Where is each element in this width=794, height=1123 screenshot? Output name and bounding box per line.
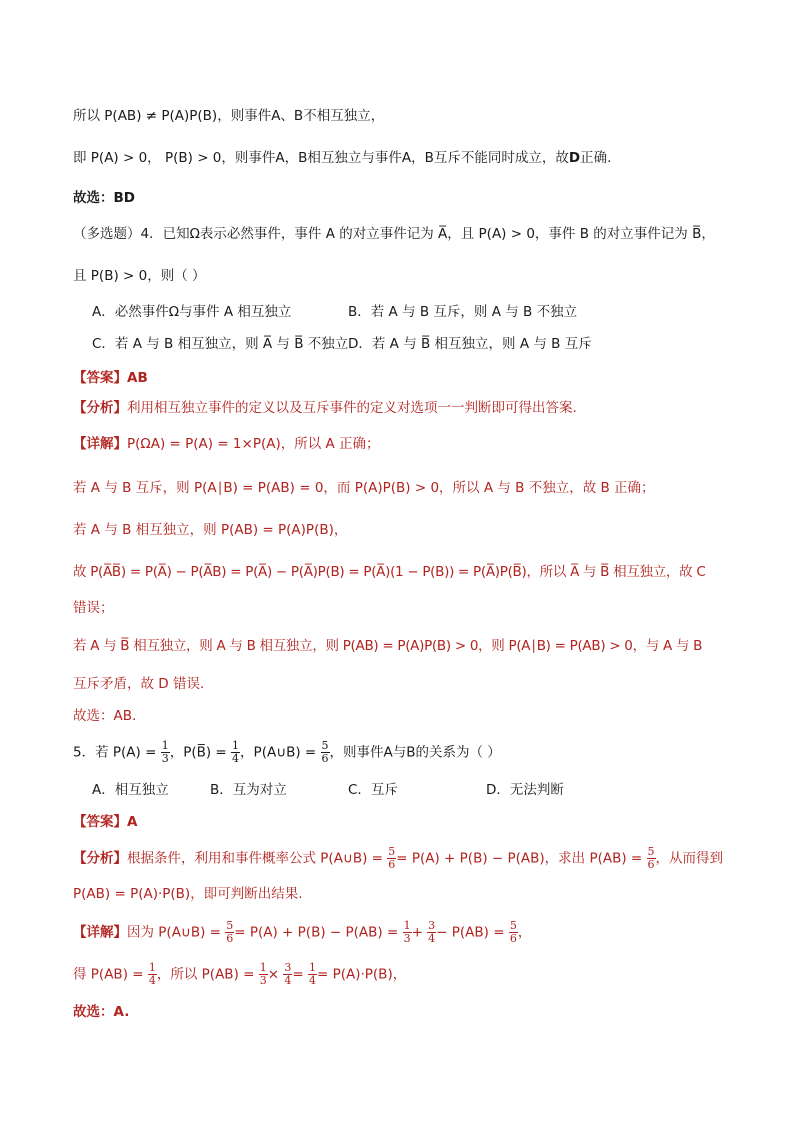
fraction-denominator: 3 [161,752,169,765]
text-span: D [568,150,581,166]
analysis-text: 利用相互独立事件的定义以及互斥事件的定义对选项一一判断即可得出答案. [127,400,577,416]
detail-text: = P(A) + P(B) − P(AB) = [234,924,399,941]
fraction-numerator: 1 [161,739,169,752]
detail-text: 得 P(AB) = [73,966,144,983]
option-d: D．若 A 与 B̅ 相互独立，则 A 与 B 互斥 [348,336,592,352]
fraction [259,962,268,987]
fraction-denominator: 4 [284,974,292,987]
fraction [225,920,234,945]
fraction [427,920,436,945]
fraction-denominator: 4 [428,932,436,945]
question-5-stem [73,740,501,765]
fraction-numerator: 3 [428,919,436,932]
detail-line: 错误； [73,600,114,616]
fraction-denominator: 6 [388,858,396,871]
fraction [509,920,518,945]
detail-line: 故选：AB. [73,708,137,724]
detail-text: = [292,966,304,983]
answer-tag: 【答案】 [73,370,127,386]
q5-text: ，P(A∪B) = [240,744,317,761]
fraction-denominator: 3 [259,974,267,987]
detail-text: ，所以 P(AB) = [156,966,255,983]
q5-text: ，P(B̅) = [169,744,227,761]
fraction-numerator: 1 [232,739,240,752]
fraction-numerator: 1 [148,961,156,974]
detail-text: + [411,924,423,941]
text-span: 即 P(A) > 0， P(B) > 0，则事件A，B相互独立与事件A，B互斥不能同时成立，故 [73,150,569,166]
final-answer: 故选：A. [73,1004,130,1020]
analysis-text: 根据条件，利用和事件概率公式 P(A∪B) = [127,850,383,867]
option-a: A．相互独立 [92,782,169,798]
question-4-stem: （多选题）4．已知Ω表示必然事件，事件 A 的对立事件记为 A̅，且 P(A) > 0，事件 B 的对立事件记为 B̅， [73,226,715,242]
detail-line: 若 A 与 B̅ 相互独立，则 A 与 B 相互独立，则 P(AB) = P(A)P(B) > 0，则 P(A∣B) = P(AB) > 0，与 A 与 B [73,638,703,654]
detail-tag: 【详解】 [73,436,127,452]
detail-line: 若 A 与 B 互斥，则 P(A∣B) = P(AB) = 0，而 P(A)P(B) > 0，所以 A 与 B 不独立，故 B 正确； [73,480,655,496]
analysis-tag: 【分析】 [73,400,127,416]
detail-text: ， [517,924,532,941]
detail-tag: 【详解】 [73,924,127,941]
fraction [231,740,240,765]
text-line: 故选：BD [73,190,135,206]
answer-line [73,812,137,832]
fraction [321,740,330,765]
option-c: C．互斥 [348,782,398,798]
fraction-numerator: 5 [388,845,396,858]
q5-text: 5．若 P(A) = [73,744,157,761]
question-4-stem: 且 P(B) > 0，则（ ） [73,268,206,284]
fraction-numerator: 5 [647,845,655,858]
fraction-numerator: 5 [321,739,329,752]
fraction-numerator: 3 [284,961,292,974]
option-a: A．必然事件Ω与事件 A 相互独立 [92,304,292,320]
option-b: B．互为对立 [210,782,287,798]
fraction-denominator: 6 [509,932,517,945]
detail-text: P(ΩA) = P(A) = 1×P(A)，所以 A 正确； [127,436,380,452]
detail-text: = P(A)·P(B)， [316,966,407,983]
answer-value: A [127,814,138,830]
fraction [283,962,292,987]
detail-line: 故 P(A̅B̅) = P(A̅) − P(A̅B) = P(A̅) − P(A̅)P(B) = P(A̅)(1 − P(B)) = P(A̅)P(B̅)，所以 A̅ 与 B̅ 相互独立，故 C [73,564,706,580]
fraction [148,962,157,987]
fraction [161,740,170,765]
fraction-numerator: 1 [308,961,316,974]
fraction [308,962,317,987]
fraction-numerator: 1 [259,961,267,974]
text-line: 所以 P(AB) ≠ P(A)P(B)，则事件A、B不相互独立， [73,108,385,124]
fraction-numerator: 5 [226,919,234,932]
detail-line: 若 A 与 B 相互独立，则 P(AB) = P(A)P(B)， [73,522,348,538]
option-b: B．若 A 与 B 互斥，则 A 与 B 不独立 [348,304,578,320]
answer-value: AB [127,370,148,386]
q5-text: ，则事件A与B的关系为（ ） [329,744,501,761]
text-span: 正确. [580,150,612,166]
analysis-line [73,846,723,871]
detail-line: 互斥矛盾，故 D 错误. [73,676,205,692]
fraction [387,846,396,871]
fraction [647,846,656,871]
fraction-denominator: 3 [403,932,411,945]
analysis-text: = P(A) + P(B) − P(AB)，求出 P(AB) = [396,850,643,867]
answer-tag: 【答案】 [73,814,127,830]
text-line [73,148,611,168]
fraction-denominator: 4 [232,752,240,765]
option-c: C．若 A 与 B 相互独立，则 A̅ 与 B̅ 不独立 [92,336,349,352]
analysis-line: P(AB) = P(A)·P(B)，即可判断出结果. [73,886,303,902]
fraction-numerator: 5 [509,919,517,932]
fraction-denominator: 4 [148,974,156,987]
analysis-line [73,398,577,418]
answer-line [73,368,148,388]
fraction-denominator: 4 [308,974,316,987]
detail-line [73,920,531,945]
option-d: D．无法判断 [486,782,564,798]
analysis-tag: 【分析】 [73,850,127,867]
analysis-text: ，从而得到 [655,850,724,867]
fraction-denominator: 6 [321,752,329,765]
fraction-denominator: 6 [226,932,234,945]
fraction-numerator: 1 [403,919,411,932]
detail-line [73,434,380,454]
fraction [403,920,412,945]
detail-text: − P(AB) = [436,924,505,941]
fraction-denominator: 6 [647,858,655,871]
detail-text: 因为 P(A∪B) = [127,924,221,941]
detail-line [73,962,406,987]
detail-text: × [267,966,280,983]
